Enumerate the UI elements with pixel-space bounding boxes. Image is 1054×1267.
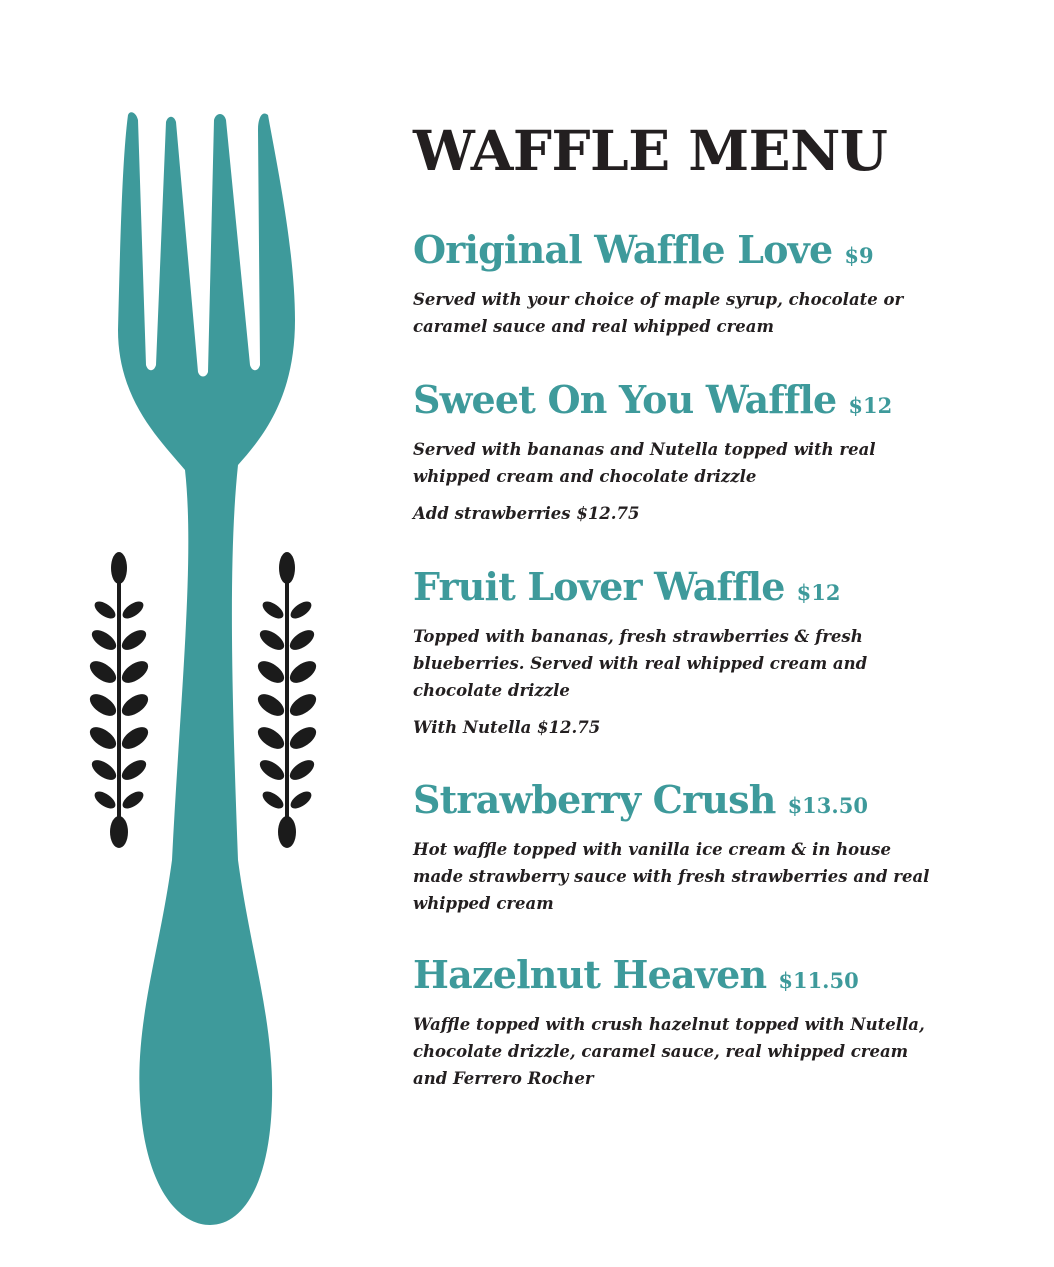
menu-item — [413, 377, 933, 527]
leaf-sprig-icon — [86, 552, 152, 848]
menu-item-heading — [413, 377, 933, 422]
fork-illustration — [0, 0, 330, 1267]
menu-item-heading — [413, 777, 933, 822]
menu-item-price: $11.50 — [778, 968, 859, 993]
menu-item-description: Waffle topped with crush hazelnut topped with Nutella, chocolate drizzle, caramel sauce, real whipped cream and Ferrero Rocher — [413, 1015, 925, 1088]
menu-item-price: $9 — [844, 243, 874, 268]
menu-item — [413, 227, 933, 340]
menu-item-heading — [413, 952, 933, 997]
menu-item — [413, 777, 933, 917]
menu-item — [413, 564, 933, 741]
menu-item-name: Original Waffle Love — [413, 227, 833, 272]
menu-item-addon: Add strawberries $12.75 — [413, 504, 640, 523]
menu-title: WAFFLE MENU — [413, 118, 888, 183]
menu-item-addon: With Nutella $12.75 — [413, 718, 601, 737]
menu-content — [413, 112, 933, 1088]
menu-item-price: $12 — [848, 393, 893, 418]
menu-item-heading — [413, 227, 933, 272]
menu-item-name: Hazelnut Heaven — [413, 952, 767, 997]
leaf-sprig-icon — [254, 552, 320, 848]
menu-item-name: Strawberry Crush — [413, 777, 776, 822]
menu-item-price: $12 — [796, 580, 841, 605]
menu-item-description: Hot waffle topped with vanilla ice cream & in house made strawberry sauce with fresh strawberries and real whipped cream — [413, 840, 930, 913]
menu-item — [413, 952, 933, 1092]
menu-item-description: Served with bananas and Nutella topped with real whipped cream and chocolate drizzle — [413, 440, 876, 486]
menu-item-name: Fruit Lover Waffle — [413, 564, 785, 609]
menu-item-heading — [413, 564, 933, 609]
menu-item-description: Topped with bananas, fresh strawberries & fresh blueberries. Served with real whipped cream and chocolate drizzle — [413, 627, 868, 700]
menu-item-price: $13.50 — [787, 793, 868, 818]
menu-item-description: Served with your choice of maple syrup, chocolate or caramel sauce and real whipped cream — [413, 290, 904, 336]
menu-item-name: Sweet On You Waffle — [413, 377, 837, 422]
